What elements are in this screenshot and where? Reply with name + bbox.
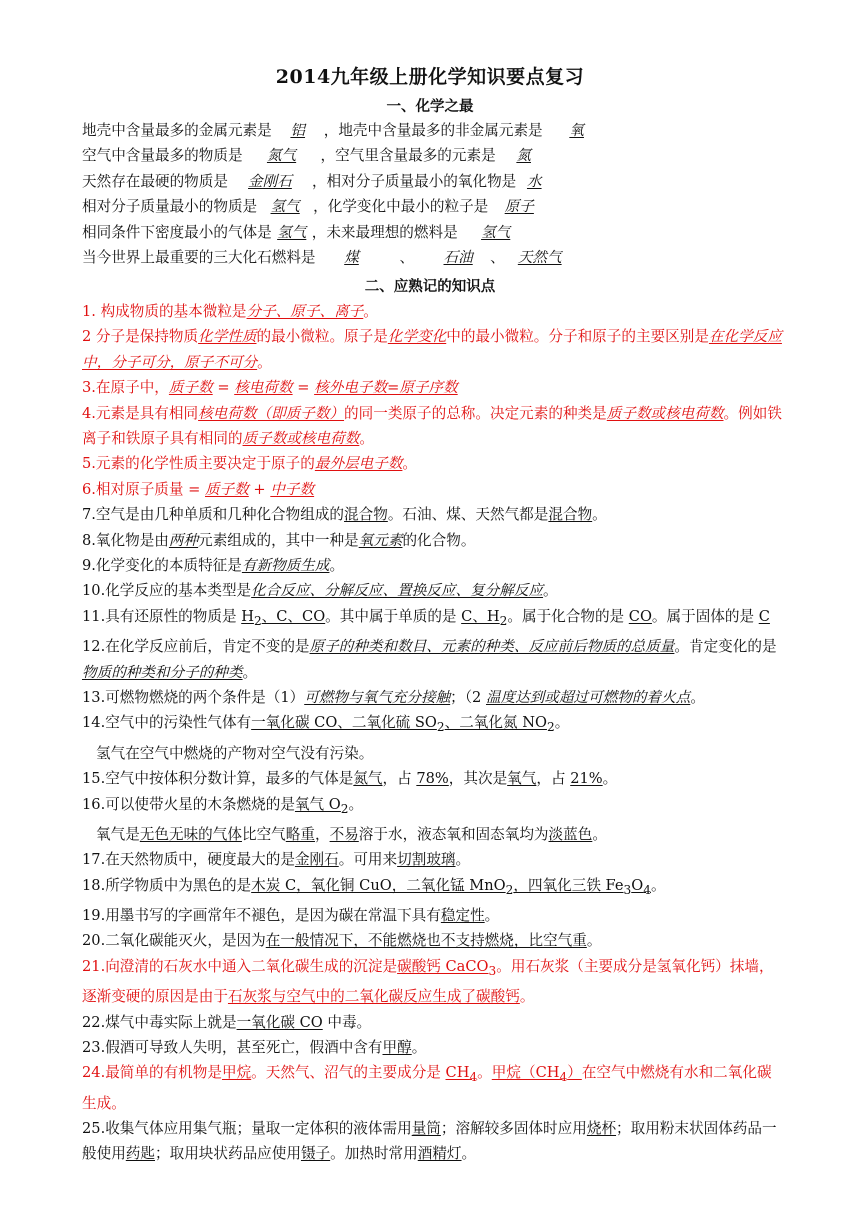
item-text: 17.在天然物质中，硬度最大的是 — [82, 851, 295, 869]
fact-answer: 氧 — [569, 122, 584, 139]
item-text: 5.元素的化学性质主要决定于原子的 — [82, 455, 315, 473]
item-text: 。属于化合物的是 — [507, 607, 629, 625]
underlined-answer: 核电荷数（即质子数） — [198, 404, 345, 422]
subscript: 2 — [436, 720, 445, 735]
item-text: 。肯定变化的是 — [674, 638, 777, 656]
underlined-answer: 淡蓝色 — [548, 825, 593, 843]
knowledge-item-14 — [82, 710, 782, 740]
item-text: ，占 — [536, 770, 571, 788]
knowledge-item-23 — [82, 1035, 782, 1060]
fact-answer: 天然气 — [517, 248, 562, 266]
section-heading-1: 一、化学之最 — [386, 98, 474, 115]
underlined-answer: 混合物 — [344, 506, 388, 524]
subscript: 2 — [505, 882, 514, 897]
item-text: 。 — [592, 506, 607, 524]
fact-answer: 石油 — [443, 248, 473, 266]
item-text: 6.相对原子质量 = — [82, 480, 205, 498]
item-text: = — [292, 379, 315, 397]
fact-text: 相同条件下密度最小的气体是 — [82, 223, 272, 241]
fact-row-4 — [82, 194, 782, 219]
subscript: 2 — [546, 720, 555, 735]
item-text: 1. 构成物质的基本微粒是 — [82, 303, 247, 320]
knowledge-item-24 — [82, 1060, 782, 1116]
underlined-answer: 稳定性 — [440, 906, 485, 924]
item-text: 一氧化碳 CO、二氧化硫 SO — [251, 714, 437, 732]
fact-answer: 铝 — [290, 122, 306, 139]
fact-text: ，空气里含量最多的元素是 — [320, 147, 496, 165]
knowledge-item-16-note — [82, 822, 782, 847]
item-text: ，四氧化三铁 Fe — [513, 876, 624, 894]
item-text: 。 — [586, 932, 602, 950]
fact-text: ，未来最理想的燃料是 — [311, 223, 458, 241]
underlined-answer: 氧元素 — [358, 531, 403, 549]
item-text: 。用石灰浆（主要成分是氢氧化钙）抹墙，逐渐变硬的原因是由于 — [82, 957, 774, 1006]
section-heading-2: 二、应熟记的知识点 — [364, 278, 496, 295]
item-text: ；溶解较多固体时应用 — [440, 1120, 587, 1138]
item-text: 。 — [519, 988, 535, 1006]
knowledge-item-9 — [82, 553, 782, 578]
fact-text: ，地壳中含量最多的非金属元素是 — [323, 122, 543, 139]
underlined-answer: 石灰浆与空气中的二氧化碳反应生成了碳酸钙 — [227, 988, 520, 1006]
underlined-answer: 药匙 — [125, 1145, 155, 1163]
item-text: 18.所学物质中为黑色的是 — [82, 876, 252, 894]
fact-answer: 金刚石 — [248, 172, 292, 190]
knowledge-item-4 — [82, 401, 782, 452]
item-text: ；（2 — [450, 689, 486, 706]
section-1-body — [82, 118, 782, 270]
underlined-answer: 中子数 — [270, 480, 315, 498]
item-text: 。属于固体的是 — [651, 607, 759, 625]
item-text: ，占 — [382, 770, 417, 788]
item-text: 元素组成的，其中一种是 — [198, 531, 359, 549]
item-text: 中的最小微粒。分子和原子的主要区别是 — [446, 328, 709, 346]
underlined-answer: 氧气 — [507, 770, 537, 788]
underlined-answer: 在化学反应中，分子可分，原子不可分 — [82, 328, 782, 371]
knowledge-item-16 — [82, 792, 782, 822]
item-text: 的化合物。 — [402, 531, 476, 549]
item-text: 20.二氧化碳能灭火，是因为 — [82, 932, 266, 950]
item-text: ；取用块状药品应使用 — [155, 1145, 301, 1163]
underlined-answer: 氮气 — [353, 770, 383, 788]
underlined-answer: 切割玻璃 — [397, 851, 456, 869]
item-text: 25.收集气体应用集气瓶；量取一定体积的液体需用 — [82, 1120, 412, 1138]
knowledge-item-10 — [82, 578, 782, 603]
underlined-answer: CO — [628, 607, 652, 625]
item-text: 氧气是 — [96, 825, 140, 843]
item-text: 、C、CO — [261, 607, 326, 625]
item-text: O — [631, 876, 644, 894]
item-text: 。 — [484, 906, 500, 924]
underlined-answer: 分子、原子、离子 — [246, 303, 364, 320]
section-2-body — [82, 299, 782, 1167]
knowledge-item-15 — [82, 766, 782, 791]
page-title: 2014九年级上册化学知识要点复习 — [275, 66, 585, 88]
item-text: 、二氧化氮 NO — [444, 714, 547, 732]
item-text: 。 — [461, 1145, 477, 1163]
subscript: 4 — [469, 1070, 478, 1085]
fact-text: 空气中含量最多的物质是 — [82, 147, 243, 165]
underlined-answer: 最外层电子数 — [314, 455, 403, 473]
item-text: 甲烷（CH — [491, 1064, 560, 1082]
knowledge-item-6 — [82, 477, 782, 502]
item-text: 碳酸钙 CaCO — [397, 957, 489, 975]
item-text: 13.可燃物燃烧的两个条件是（1） — [82, 689, 305, 706]
item-text: 。可用来 — [338, 851, 398, 869]
underlined-answer: 可燃物与氧气充分接触 — [304, 689, 451, 706]
subscript: 2 — [499, 613, 508, 628]
item-text: C、H — [461, 607, 500, 625]
item-text: H — [241, 607, 254, 625]
underlined-answer: 甲烷 — [221, 1064, 252, 1082]
knowledge-item-2 — [82, 324, 782, 375]
item-text: 24.最简单的有机物是 — [82, 1064, 222, 1082]
underlined-answer: 两种 — [168, 531, 199, 549]
fact-answer: 氢气 — [270, 198, 300, 216]
item-text: 。 — [402, 455, 418, 473]
underlined-answer — [294, 795, 349, 816]
item-text: 19.用墨书写的字画常年不褪色，是因为碳在常温下具有 — [82, 906, 441, 924]
item-text: 。 — [329, 557, 345, 575]
underlined-answer: 在一般情况下，不能燃烧也不支持燃烧，比空气重 — [265, 932, 587, 950]
separator: 、 — [490, 248, 505, 266]
item-text: ） — [567, 1064, 582, 1082]
fact-text: 地壳中含量最多的金属元素是 — [82, 122, 272, 139]
item-text: 16.可以使带火星的木条燃烧的是 — [82, 795, 295, 813]
underlined-answer: 质子数 — [205, 480, 249, 498]
knowledge-item-13 — [82, 685, 782, 710]
underlined-answer — [241, 607, 326, 628]
fact-row-3 — [82, 169, 782, 194]
subscript: 3 — [623, 882, 632, 897]
fact-text: 天然存在最硬的物质是 — [82, 172, 228, 190]
knowledge-item-1 — [82, 299, 782, 324]
subscript: 2 — [253, 613, 262, 628]
item-text: 。天然气、沼气的主要成分是 — [251, 1064, 446, 1082]
knowledge-item-3 — [82, 375, 782, 400]
knowledge-item-12 — [82, 634, 782, 685]
item-text: 3.在原子中， — [82, 379, 169, 397]
knowledge-item-18 — [82, 873, 782, 903]
underlined-answer: 量筒 — [411, 1120, 441, 1138]
underlined-answer: 化合反应、分解反应、置换反应、复分解反应 — [251, 582, 544, 600]
item-text: 。 — [477, 1064, 492, 1082]
fact-text: ，化学变化中最小的粒子是 — [313, 198, 489, 216]
underlined-answer: 无色无味的气体 — [139, 825, 242, 843]
item-text: 。例如铁离子和铁原子具有相同的 — [82, 404, 782, 448]
underlined-answer: 烧杯 — [586, 1120, 617, 1138]
item-text: 15.空气中按体积分数计算，最多的气体是 — [82, 770, 354, 788]
item-text: 在空气中燃烧有水和二氧化碳生成。 — [82, 1064, 772, 1112]
fact-answer: 原子 — [504, 198, 534, 216]
underlined-answer: 78% — [416, 770, 449, 788]
item-text: 。加热时常用 — [330, 1145, 418, 1163]
item-text: 14.空气中的污染性气体有 — [82, 714, 252, 732]
fact-text: ，相对分子质量最小的氧化物是 — [311, 172, 517, 190]
item-text: 。 — [455, 851, 471, 869]
fact-row-5 — [82, 220, 782, 245]
knowledge-item-17 — [82, 847, 782, 872]
knowledge-item-5 — [82, 451, 782, 476]
separator: 、 — [399, 248, 415, 266]
item-text: 中毒。 — [322, 1013, 372, 1031]
item-text: 10.化学反应的基本类型是 — [82, 582, 252, 600]
item-text: 溶于水，液态氧和固态氧均为 — [358, 825, 549, 843]
underlined-answer: 质子数 — [168, 379, 213, 397]
knowledge-item-25 — [82, 1116, 782, 1167]
underlined-answer: 质子数或核电荷数 — [606, 404, 724, 422]
underlined-answer — [461, 607, 508, 628]
knowledge-item-20 — [82, 928, 782, 953]
item-text: ；取用粉末状固体药品一般使用 — [82, 1120, 777, 1163]
knowledge-item-22 — [82, 1010, 782, 1035]
item-text: 的同一类原子的总称。决定元素的种类是 — [344, 404, 607, 422]
underlined-answer: 温度达到或超过可燃物的着火点 — [485, 689, 691, 706]
fact-answer: 氢气 — [481, 223, 511, 241]
underlined-answer — [251, 714, 555, 735]
item-text: 的最小微粒。原子是 — [256, 328, 388, 346]
item-text: 。 — [411, 1038, 427, 1056]
item-text: 。 — [554, 714, 570, 732]
fact-row-2 — [82, 143, 782, 168]
underlined-answer: 酒精灯 — [417, 1145, 462, 1163]
underlined-answer: C — [758, 607, 770, 625]
underlined-answer — [397, 957, 497, 978]
underlined-answer: 化学性质 — [198, 328, 257, 346]
item-text: ， — [314, 825, 330, 843]
underlined-answer: 原子的种类和数目、元素的种类、反应前后物质的总质量 — [309, 638, 675, 656]
item-text: 氧气 O — [294, 795, 341, 813]
item-text: 。 — [650, 876, 666, 894]
underlined-answer: 核外电子数=原子序数 — [314, 379, 458, 397]
item-text: 22.煤气中毒实际上就是 — [82, 1013, 237, 1031]
fact-answer: 氢气 — [277, 223, 307, 241]
subscript: 2 — [340, 801, 349, 816]
underlined-answer: 核电荷数 — [234, 379, 293, 397]
item-text: = — [212, 379, 235, 397]
item-text: 12.在化学反应前后，肯定不变的是 — [82, 638, 310, 656]
item-text: ，其次是 — [448, 770, 508, 788]
item-text: 木炭 C，氧化铜 CuO，二氧化锰 MnO — [251, 876, 506, 894]
knowledge-item-19 — [82, 903, 782, 928]
item-text: 。石油、煤、天然气都是 — [387, 506, 549, 524]
item-text: 。其中属于单质的是 — [325, 607, 462, 625]
underlined-answer: 镊子 — [300, 1145, 331, 1163]
fact-answer: 氮气 — [266, 147, 297, 165]
fact-answer: 水 — [526, 172, 542, 190]
item-text: 7.空气是由几种单质和几种化合物组成的 — [82, 506, 345, 524]
item-text: 比空气 — [241, 825, 286, 843]
item-text: 。 — [348, 795, 364, 813]
item-text: 23.假酒可导致人失明，甚至死亡，假酒中含有 — [82, 1038, 383, 1056]
underlined-answer: 有新物质生成 — [241, 557, 330, 575]
item-text: + — [248, 480, 271, 498]
fact-text: 相对分子质量最小的物质是 — [82, 198, 258, 216]
underlined-answer — [251, 876, 651, 897]
item-text: 8.氧化物是由 — [82, 531, 169, 549]
item-text: 。 — [592, 825, 607, 843]
item-text: 。 — [242, 663, 258, 681]
item-text: 。 — [543, 582, 558, 600]
knowledge-item-11 — [82, 604, 782, 634]
underlined-answer: 略重 — [285, 825, 315, 843]
fact-answer: 氮 — [516, 147, 531, 165]
underlined-answer: 化学变化 — [387, 328, 447, 346]
item-text: 。 — [690, 689, 705, 706]
item-text: 2 分子是保持物质 — [82, 328, 199, 346]
item-text: 21.向澄清的石灰水中通入二氧化碳生成的沉淀是 — [82, 957, 398, 975]
subscript: 4 — [643, 882, 651, 897]
subscript: 4 — [559, 1070, 568, 1085]
item-text: CH — [445, 1064, 470, 1082]
knowledge-item-21 — [82, 954, 782, 1010]
underlined-answer: 21% — [570, 770, 603, 788]
item-text: 。 — [363, 303, 378, 320]
item-text: 9.化学变化的本质特征是 — [82, 557, 242, 575]
underlined-answer: 物质的种类和分子的种类 — [82, 663, 243, 681]
underlined-answer: 混合物 — [548, 506, 593, 524]
fact-answer: 煤 — [344, 248, 359, 266]
underlined-answer: 一氧化碳 CO — [236, 1013, 323, 1031]
fact-row-6 — [82, 245, 782, 270]
underlined-answer: 甲醇 — [382, 1038, 412, 1056]
item-text: 。 — [602, 770, 618, 788]
item-text: 4.元素是具有相同 — [82, 404, 199, 422]
fact-row-1 — [82, 118, 782, 143]
item-text: 11.具有还原性的物质是 — [82, 607, 242, 625]
item-text: 。 — [359, 430, 374, 448]
knowledge-item-7 — [82, 502, 782, 527]
underlined-answer — [445, 1064, 478, 1085]
knowledge-item-8 — [82, 528, 782, 553]
fact-text: 当今世界上最重要的三大化石燃料是 — [82, 248, 316, 266]
item-text: 。 — [257, 353, 272, 371]
subscript: 3 — [488, 963, 497, 978]
underlined-answer: 金刚石 — [294, 851, 339, 869]
underlined-answer — [491, 1064, 582, 1085]
underlined-answer: 质子数或核电荷数 — [242, 430, 360, 448]
knowledge-item-14-note: 氢气在空气中燃烧的产物对空气没有污染。 — [96, 744, 374, 762]
underlined-answer: 不易 — [329, 825, 359, 843]
